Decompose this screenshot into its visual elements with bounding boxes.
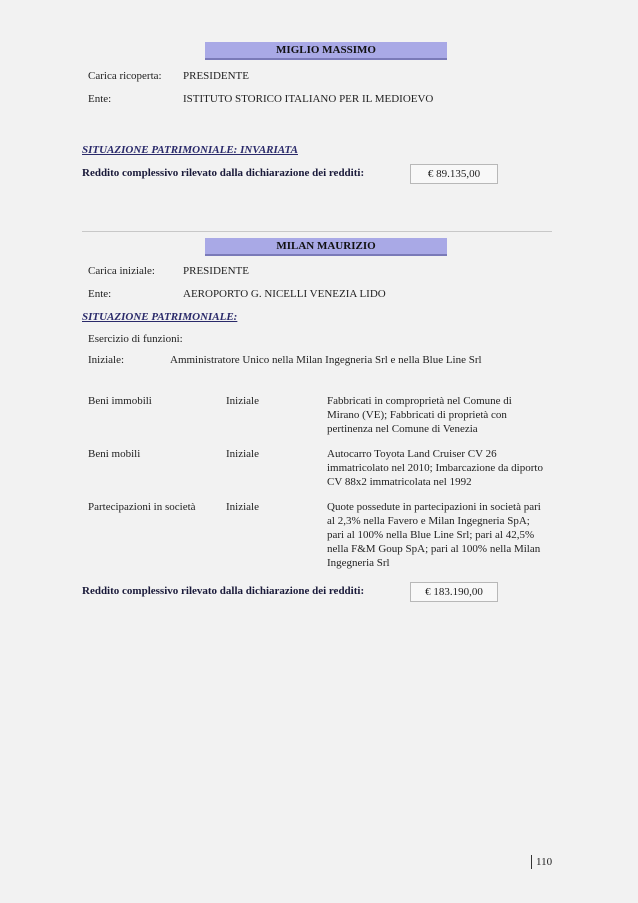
person2-ente-value: AEROPORTO G. NICELLI VENEZIA LIDO — [183, 288, 386, 300]
person2-ente-label: Ente: — [88, 288, 112, 300]
description-line: Mirano (VE); Fabbricati di proprietà con — [327, 409, 507, 421]
asset-row-category: Partecipazioni in società — [88, 501, 196, 513]
iniziale-label: Iniziale: — [88, 354, 125, 366]
person1-ente-label: Ente: — [88, 93, 112, 105]
iniziale-value: Amministratore Unico nella Milan Ingegneria Srl e nella Blue Line Srl — [170, 354, 482, 366]
person1-carica-value: PRESIDENTE — [183, 70, 249, 82]
description-line: Fabbricati in comproprietà nel Comune di — [327, 395, 512, 407]
esercizio-label: Esercizio di funzioni: — [88, 333, 183, 345]
description-line: immatricolato nel 2010; Imbarcazione da diporto — [327, 462, 543, 474]
description-line: CV 88x2 immatricolata nel 1992 — [327, 476, 472, 488]
person1-carica-label: Carica ricoperta: — [88, 70, 162, 82]
asset-row-category: Beni immobili — [88, 395, 152, 407]
asset-row-description — [327, 447, 567, 489]
section-divider — [82, 231, 552, 232]
asset-row-category: Beni mobili — [88, 448, 141, 460]
person2-name-banner: MILAN MAURIZIO — [205, 238, 447, 256]
person1-reddito-value: € 89.135,00 — [410, 164, 498, 184]
description-line: al 2,3% nella Favero e Milan Ingegneria SpA; — [327, 515, 530, 527]
description-line: pertinenza nel Comune di Venezia — [327, 423, 478, 435]
person2-reddito-label: Reddito complessivo rilevato dalla dichiarazione dei redditi: — [82, 585, 365, 597]
person2-carica-value: PRESIDENTE — [183, 265, 249, 277]
description-line: Quote possedute in partecipazioni in società pari — [327, 501, 541, 513]
person2-reddito-value: € 183.190,00 — [410, 582, 498, 602]
person1-name-banner: MIGLIO MASSIMO — [205, 42, 447, 60]
page-number: 110 — [531, 855, 552, 869]
asset-row-description — [327, 500, 567, 570]
description-line: Ingegneria Srl — [327, 557, 390, 569]
asset-row-description — [327, 394, 567, 436]
asset-row-status: Iniziale — [226, 395, 259, 407]
person2-situazione-heading: SITUAZIONE PATRIMONIALE: — [82, 311, 238, 323]
person1-situazione-heading: SITUAZIONE PATRIMONIALE: INVARIATA — [82, 144, 298, 156]
asset-row-status: Iniziale — [226, 501, 259, 513]
person1-ente-value: ISTITUTO STORICO ITALIANO PER IL MEDIOEVO — [183, 93, 434, 105]
person1-reddito-label: Reddito complessivo rilevato dalla dichiarazione dei redditi: — [82, 167, 365, 179]
description-line: Autocarro Toyota Land Cruiser CV 26 — [327, 448, 497, 460]
description-line: nella F&M Goup SpA; pari al 100% nella Milan — [327, 543, 541, 555]
description-line: pari al 100% nella Blue Line Srl; pari al 42,5% — [327, 529, 535, 541]
asset-row-status: Iniziale — [226, 448, 259, 460]
person2-carica-label: Carica iniziale: — [88, 265, 155, 277]
